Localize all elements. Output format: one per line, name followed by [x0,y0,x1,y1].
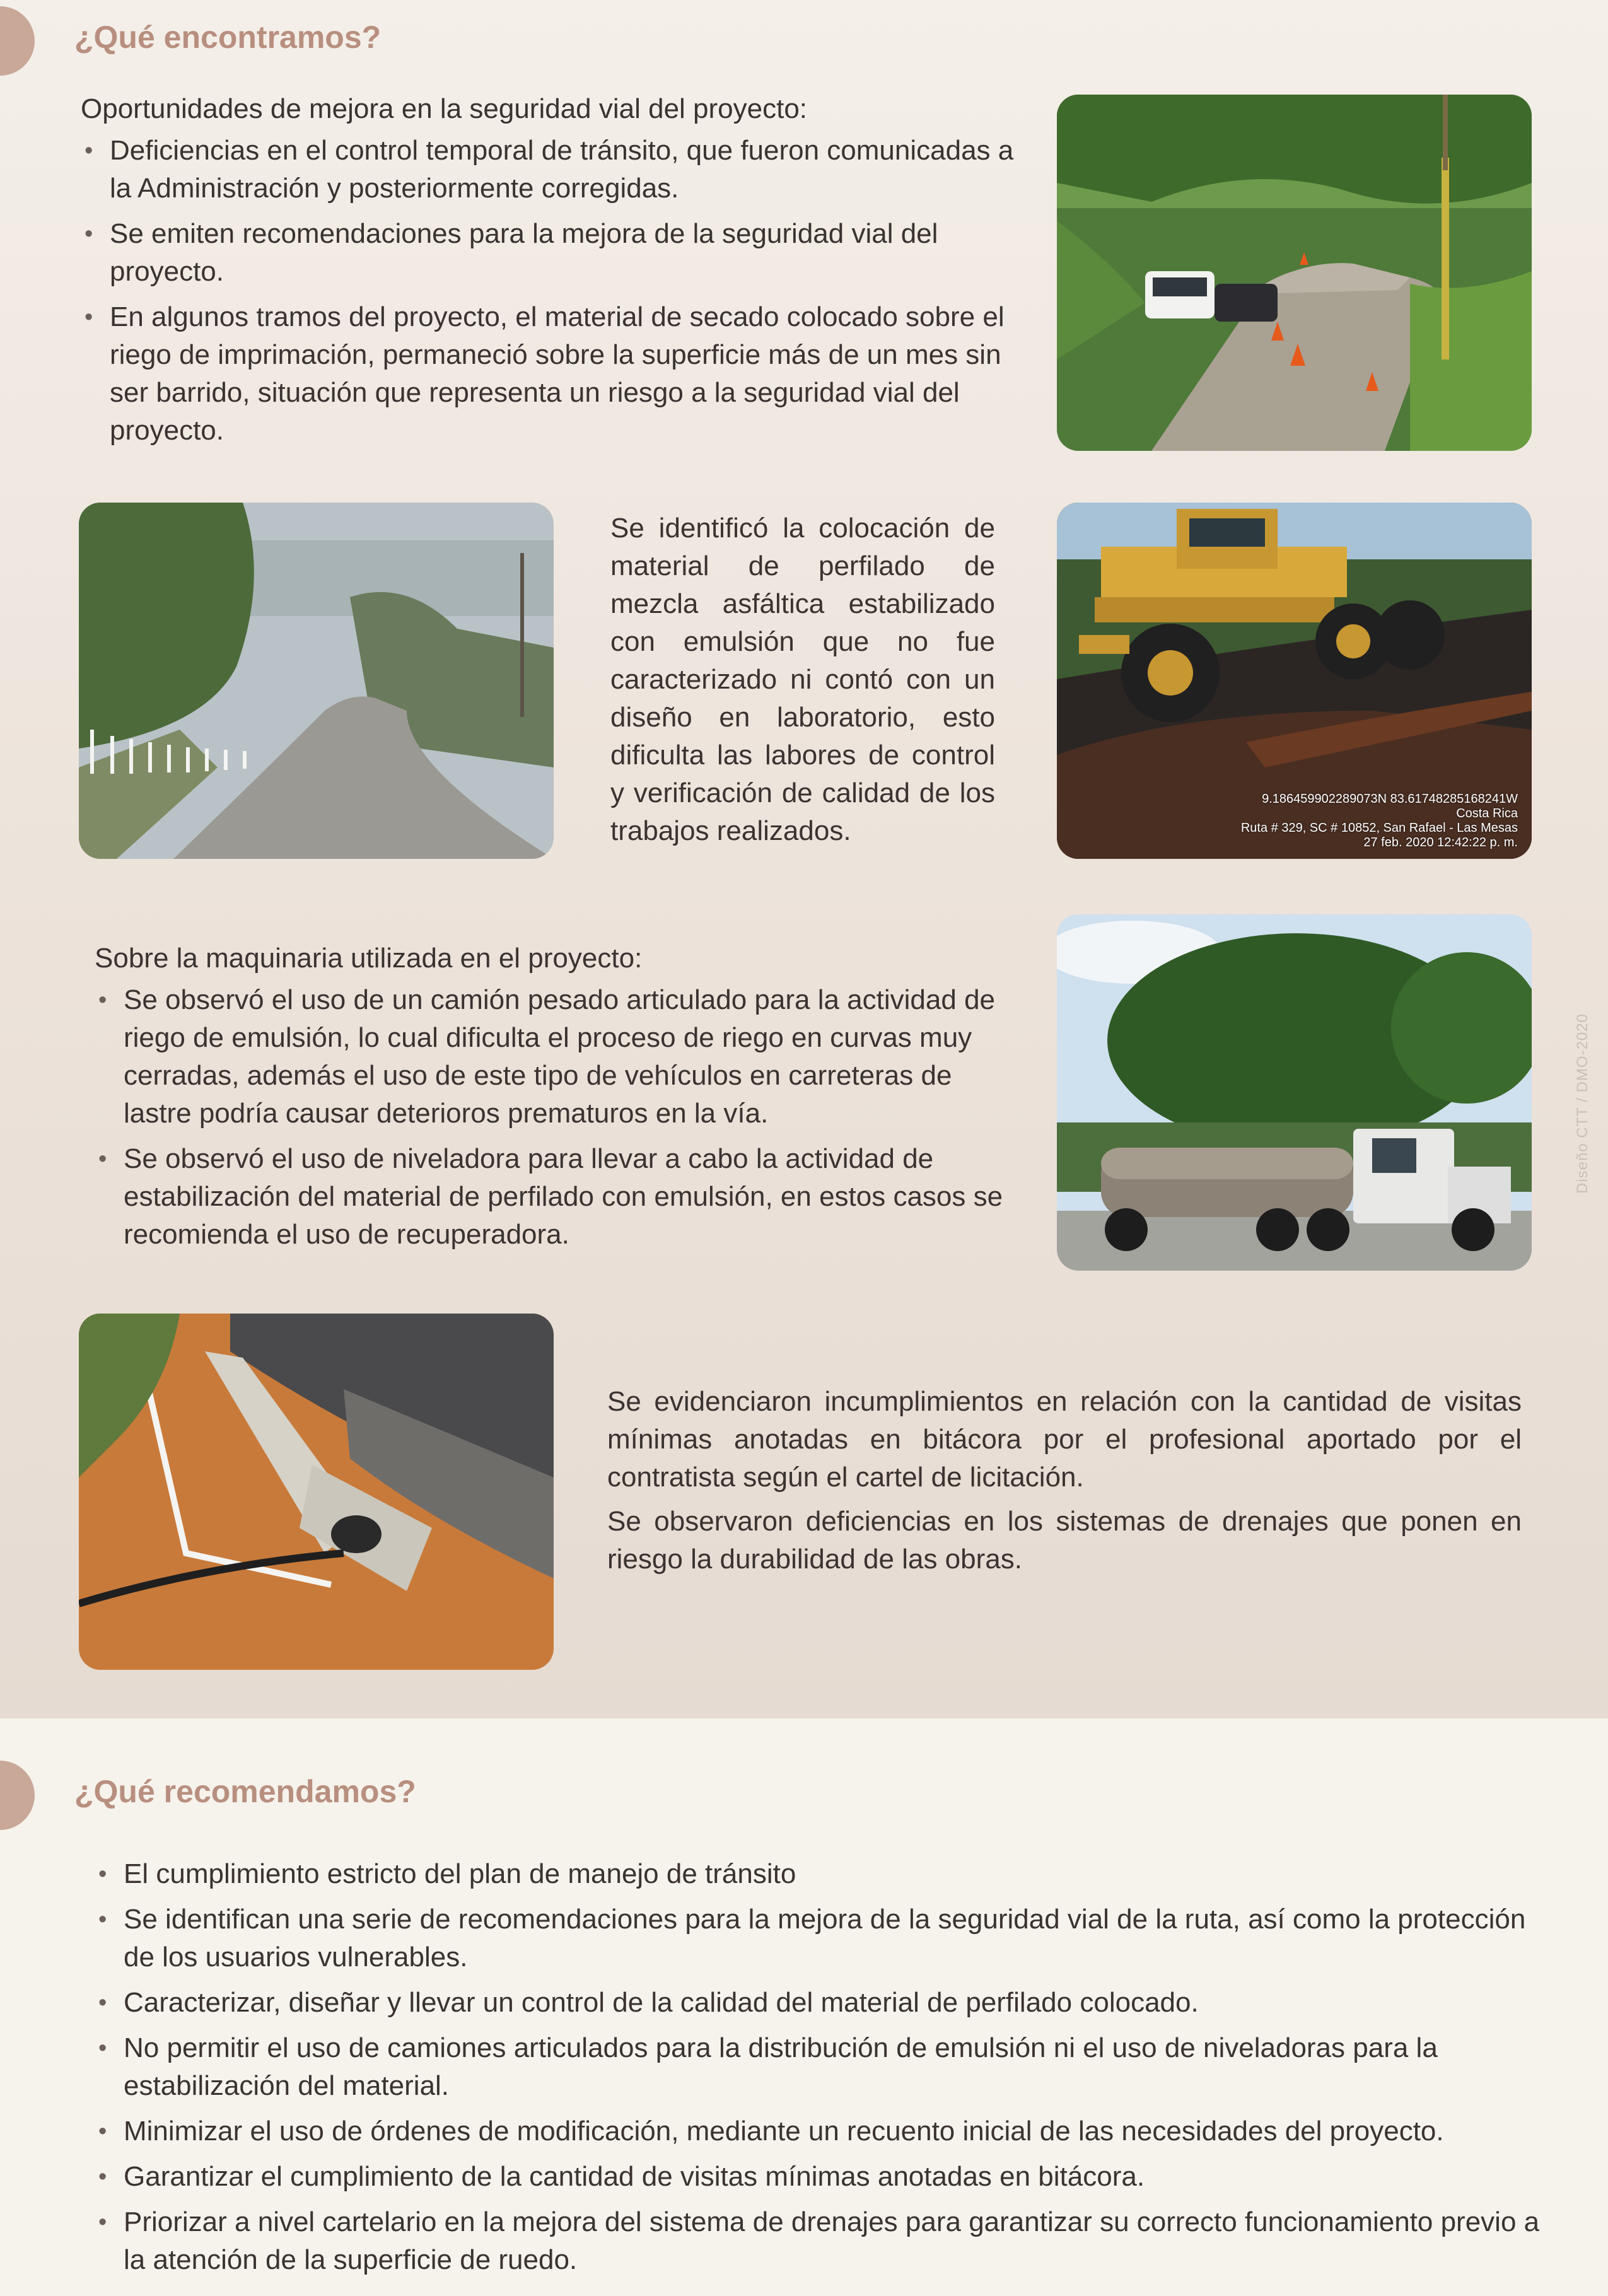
bullet-icon: • [98,1861,107,1887]
safety-intro: Oportunidades de mejora en la seguridad vial del proyecto: [81,93,808,124]
machinery-findings [95,940,1022,1261]
bullet-icon: • [84,221,93,247]
compliance-findings [607,1383,1522,1585]
photo-geotag: 9.186459902289073N 83.617482851682​41W Costa Rica Ruta # 329, SC # 10852, San Rafael - Las Mesas 27 feb. 2020 12:42:22 p. m. [1240,792,1518,849]
bullet-icon: • [98,1906,107,1933]
bullet-icon: • [98,2164,107,2190]
list-item: • Caracterizar, diseñar y llevar un control de la calidad del material de perfilado colocado. [95,1984,1545,2022]
photo-grader [1057,503,1532,859]
bullet-icon: • [98,1990,107,2016]
recommendations-list [95,1855,1545,2287]
list-item: • Deficiencias en el control temporal de tránsito, que fueron comunicadas a la Administración y posteriormente corregidas. [81,132,1033,207]
bullet-icon: • [98,987,107,1013]
bullet-icon: • [98,2035,107,2061]
list-item: • En algunos tramos del proyecto, el material de secado colocado sobre el riego de imprimación, permaneció sobre la superficie más de un mes sin ser barrido, situación que representa un riesgo a la seguridad vial del proyecto. [81,298,1033,450]
paragraph: Se evidenciaron incumplimientos en relación con la cantidad de visitas mínimas anotadas en bitácora por el profesional aportado por el contratista según el cartel de licitación. [607,1386,1522,1493]
list-item: • Se observó el uso de niveladora para llevar a cabo la actividad de estabilización del material de perfilado con emulsión, en estos casos se recomienda el uso de recuperadora. [95,1140,1022,1254]
bullet-icon: • [98,2118,107,2145]
paragraph: Se observaron deficiencias en los sistemas de drenajes que ponen en riesgo la durabilidad de las obras. [607,1506,1522,1575]
safety-findings [81,90,1033,457]
list-item: • Se emiten recomendaciones para la mejora de la seguridad vial del proyecto. [81,215,1033,291]
design-credit: Diseño CTT / DMO-2020 [1574,1013,1591,1194]
photo-tanker-truck [1057,914,1532,1271]
perfilado-text: Se identificó la colocación de material de perfilado de mezcla asfáltica estabilizado con emulsión que no fue caracterizado ni contó con un diseño en laboratorio, esto dificulta las labores de control y verificación de calidad de los trabajos realizados. [610,513,995,846]
list-item: • Se identifican una serie de recomendaciones para la mejora de la seguridad vial de la ruta, así como la protección de los usuarios vulnerables. [95,1901,1545,1976]
photo-traffic-control [1057,95,1532,451]
list-item: • El cumplimiento estricto del plan de manejo de tránsito [95,1855,1545,1893]
bullet-icon: • [98,2209,107,2235]
photo-drainage [79,1314,554,1670]
list-item: • Priorizar a nivel cartelario en la mejora del sistema de drenajes para garantizar su correcto funcionamiento previo a la atención de la superficie de ruedo. [95,2203,1545,2279]
list-item: • No permitir el uso de camiones articulados para la distribución de emulsión ni el uso de niveladoras para la estabilización del material. [95,2029,1545,2105]
bullet-icon: • [84,304,93,330]
list-item: • Minimizar el uso de órdenes de modificación, mediante un recuento inicial de las necesidades del proyecto. [95,2112,1545,2150]
bullet-icon: • [84,137,93,164]
bullet-icon: • [98,1146,107,1172]
recommendations-title: ¿Qué recomendamos? [74,1774,416,1809]
list-item: • Garantizar el cumplimiento de la cantidad de visitas mínimas anotadas en bitácora. [95,2158,1545,2196]
photo-dusty-road [79,503,554,859]
findings-title: ¿Qué encontramos? [74,20,382,55]
list-item: • Se observó el uso de un camión pesado articulado para la actividad de riego de emulsión, lo cual dificulta el proceso de riego en curvas muy cerradas, además el uso de este tipo de vehículos en carreteras de lastre podría causar deterioros prematuros en la vía. [95,981,1022,1133]
machinery-intro: Sobre la maquinaria utilizada en el proyecto: [95,943,643,974]
